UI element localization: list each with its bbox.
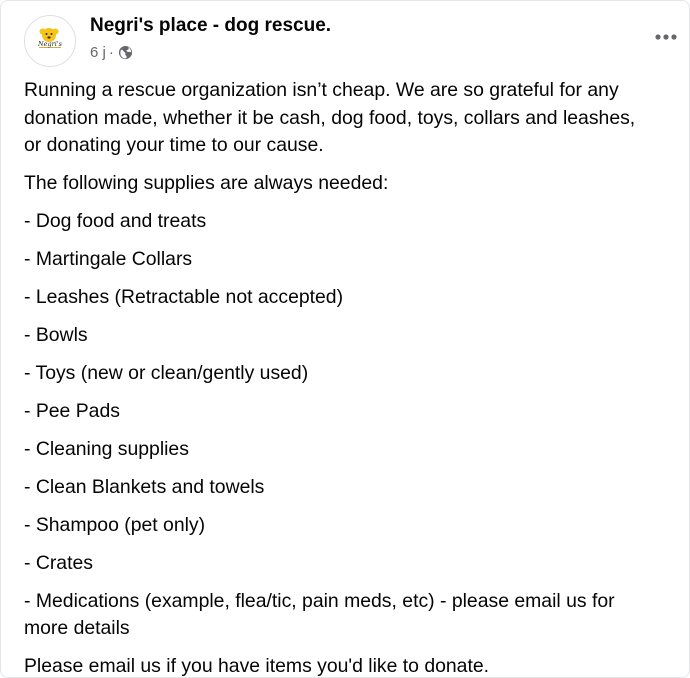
supply-item: - Leashes (Retractable not accepted) xyxy=(24,285,344,308)
supply-item: - Clean Blankets and towels xyxy=(24,475,265,498)
more-options-button[interactable] xyxy=(648,23,684,51)
meta-separator: · xyxy=(108,44,114,61)
post-meta xyxy=(90,44,133,61)
post-body xyxy=(24,77,674,678)
intro-line: Running a rescue organization isn’t cheap. We are so grateful for any xyxy=(24,79,619,101)
medications-line: - Medications (example, flea/tic, pain meds, etc) - please email us for xyxy=(24,589,615,612)
closing-line: Please email us if you have items you'd like to donate. xyxy=(24,655,490,677)
rescue-logo-icon xyxy=(25,16,75,66)
post-header xyxy=(24,13,674,69)
supplies-heading: The following supplies are always needed: xyxy=(24,171,389,194)
supply-item: - Dog food and treats xyxy=(24,209,207,232)
globe-icon[interactable] xyxy=(118,45,133,60)
supply-item: - Cleaning supplies xyxy=(24,437,189,460)
more-options-icon xyxy=(653,33,679,41)
avatar[interactable] xyxy=(24,15,76,67)
post-timestamp[interactable]: 6 j xyxy=(90,44,106,61)
intro-paragraph xyxy=(24,77,674,160)
intro-line: or donating your time to our cause. xyxy=(24,134,324,156)
supply-item: - Crates xyxy=(24,551,93,574)
supply-item: - Martingale Collars xyxy=(24,247,193,270)
avatar-text: Negri's xyxy=(37,40,63,48)
supply-item: - Pee Pads xyxy=(24,399,120,422)
page-name[interactable]: Negri's place - dog rescue. xyxy=(90,15,332,36)
intro-line: donation made, whether it be cash, dog food, toys, collars and leashes, xyxy=(24,106,636,129)
supply-item: - Toys (new or clean/gently used) xyxy=(24,361,309,384)
supply-item: - Shampoo (pet only) xyxy=(24,513,206,536)
medications-line: more details xyxy=(24,617,130,639)
supply-item-medications xyxy=(24,588,674,643)
supply-item: - Bowls xyxy=(24,323,88,346)
